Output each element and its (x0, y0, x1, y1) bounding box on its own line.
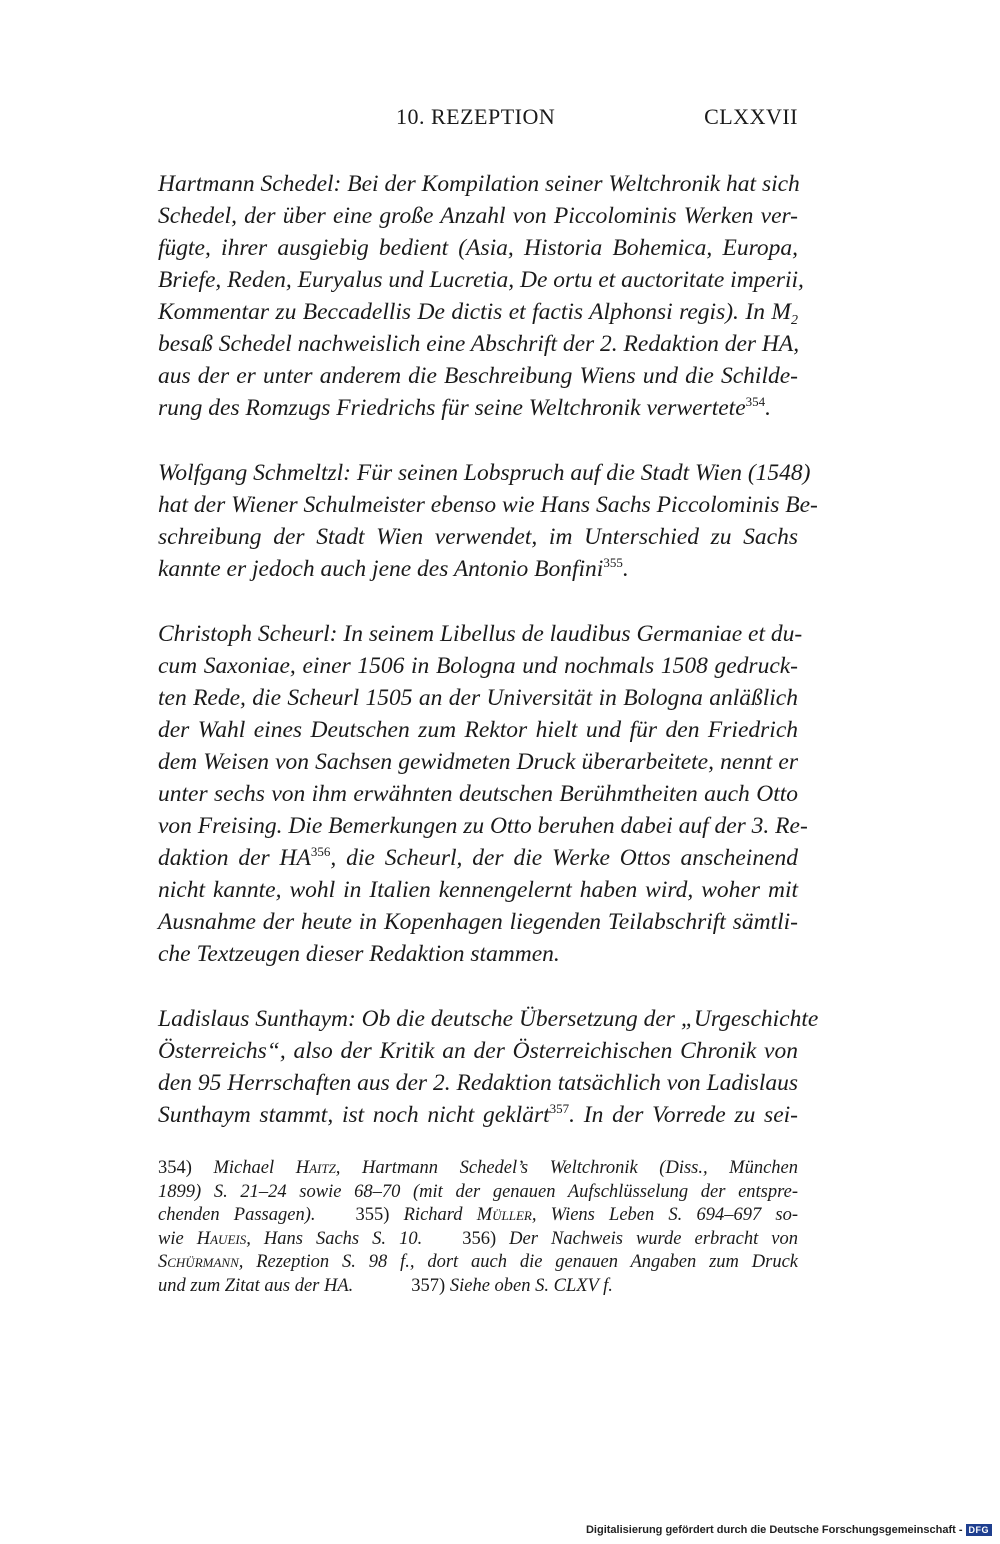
text-line: aus der er unter anderem die Beschreibung Wiens und die Schilde- (158, 363, 798, 389)
text-fragment: kannte er jedoch auch jene des Antonio Bonfini (158, 556, 604, 582)
footnote-line (158, 1157, 798, 1181)
author-name: Schürmann (158, 1252, 239, 1272)
digitization-credit (586, 1522, 992, 1538)
paragraph-schmeltzl (158, 457, 818, 585)
section-title: 10. REZEPTION (396, 104, 556, 129)
footnote-text: Michael (213, 1158, 275, 1178)
footnote-line (158, 1251, 798, 1275)
footnote-text: , Wiens Leben S. 694–697 so- (531, 1205, 799, 1225)
footnote-text: 1899) S. 21–24 sowie 68–70 (mit der genauen Aufschlüsselung der entspre- (158, 1181, 798, 1202)
footnote-text: wie (158, 1228, 184, 1249)
text-line: der Wahl eines Deutschen zum Rektor hielt und für den Friedrich (158, 717, 798, 743)
paragraph-sunthaym (158, 1003, 819, 1131)
body-text (158, 168, 819, 1164)
text-line: Wolfgang Schmeltzl: Für seinen Lobspruch auf die Stadt Wien (1548) (158, 460, 811, 486)
footnote-line (158, 1275, 798, 1299)
footnote-line (158, 1204, 798, 1228)
text-line: Hartmann Schedel: Bei der Kompilation seiner Weltchronik hat sich (158, 171, 800, 197)
credit-text: Digitalisierung gefördert durch die Deutsche Forschungsgemeinschaft - (585, 1524, 963, 1536)
text-line: von Freising. Die Bemerkungen zu Otto beruhen dabei auf der 3. Re- (158, 813, 808, 839)
footnote-text: , Hartmann Schedel’s Weltchronik (Diss., München (335, 1158, 799, 1178)
text-line (158, 392, 798, 424)
subscript: 2 (791, 313, 798, 328)
text-line: Briefe, Reden, Euryalus und Lucretia, De ortu et auctoritate imperii, (158, 267, 804, 293)
footnote-text: Siehe oben S. CLXV f. (449, 1275, 613, 1296)
author-name: Haitz (295, 1158, 336, 1178)
text-fragment: Kommentar zu Beccadellis De dictis et factis Alphonsi regis). In M (158, 299, 791, 325)
footnote-text: und zum Zitat aus der HA. (158, 1275, 354, 1296)
text-fragment: . (622, 556, 629, 582)
footnote-ref-356: 356 (310, 844, 331, 859)
footnote-line (158, 1228, 798, 1252)
text-line (158, 296, 798, 328)
author-name: Müller (476, 1205, 532, 1225)
footnote-ref-354: 354 (745, 394, 766, 409)
footnote-text: Der Nachweis wurde erbracht von (509, 1228, 799, 1249)
paragraph-scheurl (158, 618, 808, 970)
text-line: hat der Wiener Schulmeister ebenso wie Hans Sachs Piccolominis Be- (158, 492, 818, 518)
text-line: fügte, ihrer ausgiebig bedient (Asia, Historia Bohemica, Europa, (158, 235, 798, 261)
text-line (158, 553, 798, 585)
text-line: nicht kannte, wohl in Italien kennengelernt haben wird, woher mit (158, 877, 798, 903)
footnote-line (158, 1181, 798, 1205)
text-line: Ausnahme der heute in Kopenhagen liegenden Teilabschrift sämtli- (158, 909, 798, 935)
text-line: Österreichs“, also der Kritik an der Österreichischen Chronik von (158, 1038, 798, 1064)
text-line: ten Rede, die Scheurl 1505 an der Universität in Bologna anläßlich (158, 685, 798, 711)
text-line: unter sechs von ihm erwähnten deutschen Berühmtheiten auch Otto (158, 781, 798, 807)
footnote-text: , Hans Sachs S. 10. (246, 1228, 423, 1249)
text-line: Schedel, der über eine große Anzahl von Piccolominis Werken ver- (158, 203, 798, 229)
text-line: che Textzeugen dieser Redaktion stammen. (158, 941, 560, 967)
running-head (158, 104, 798, 138)
text-line: dem Weisen von Sachsen gewidmeten Druck überarbeitete, nennt er (158, 749, 798, 775)
text-fragment: daktion der HA (158, 845, 311, 871)
footnote-text: Richard (403, 1205, 463, 1225)
footnote-number: 357) (411, 1275, 446, 1296)
text-fragment: , die Scheurl, der die Werke Ottos anscheinend (330, 845, 799, 871)
text-fragment: . (765, 395, 772, 421)
text-line: schreibung der Stadt Wien verwendet, im Unterschied zu Sachs (158, 524, 798, 550)
footnote-number: 356) (462, 1228, 497, 1249)
dfg-logo-icon: DFG (966, 1524, 993, 1536)
paragraph-schedel (158, 168, 804, 424)
text-line (158, 842, 798, 874)
text-fragment: . In der Vorrede zu sei- (569, 1102, 798, 1128)
text-fragment: Sunthaym stammt, ist noch nicht geklärt (158, 1102, 550, 1128)
text-fragment: rung des Romzugs Friedrichs für seine Weltchronik verwertete (158, 395, 746, 421)
author-name: Haueis (196, 1228, 247, 1249)
page-number: CLXXVII (704, 104, 798, 129)
footnote-number: 355) (355, 1205, 390, 1225)
footnote-text: , Rezeption S. 98 f., dort auch die genauen Angaben zum Druck (238, 1252, 798, 1272)
text-line: Christoph Scheurl: In seinem Libellus de laudibus Germaniae et du- (158, 621, 803, 647)
text-line: besaß Schedel nachweislich eine Abschrift der 2. Redaktion der HA, (158, 331, 800, 357)
footnotes (158, 1157, 798, 1298)
footnote-text: chenden Passagen). (158, 1205, 316, 1225)
footnote-ref-357: 357 (549, 1101, 570, 1116)
text-line: Ladislaus Sunthaym: Ob die deutsche Übersetzung der „Urgeschichte (158, 1006, 819, 1032)
footnote-ref-355: 355 (603, 555, 623, 570)
text-line: den 95 Herrschaften aus der 2. Redaktion tatsächlich von Ladislaus (158, 1070, 798, 1096)
footnote-number: 354) (158, 1158, 192, 1178)
text-line: cum Saxoniae, einer 1506 in Bologna und nochmals 1508 gedruck- (158, 653, 798, 679)
text-line (158, 1099, 798, 1131)
